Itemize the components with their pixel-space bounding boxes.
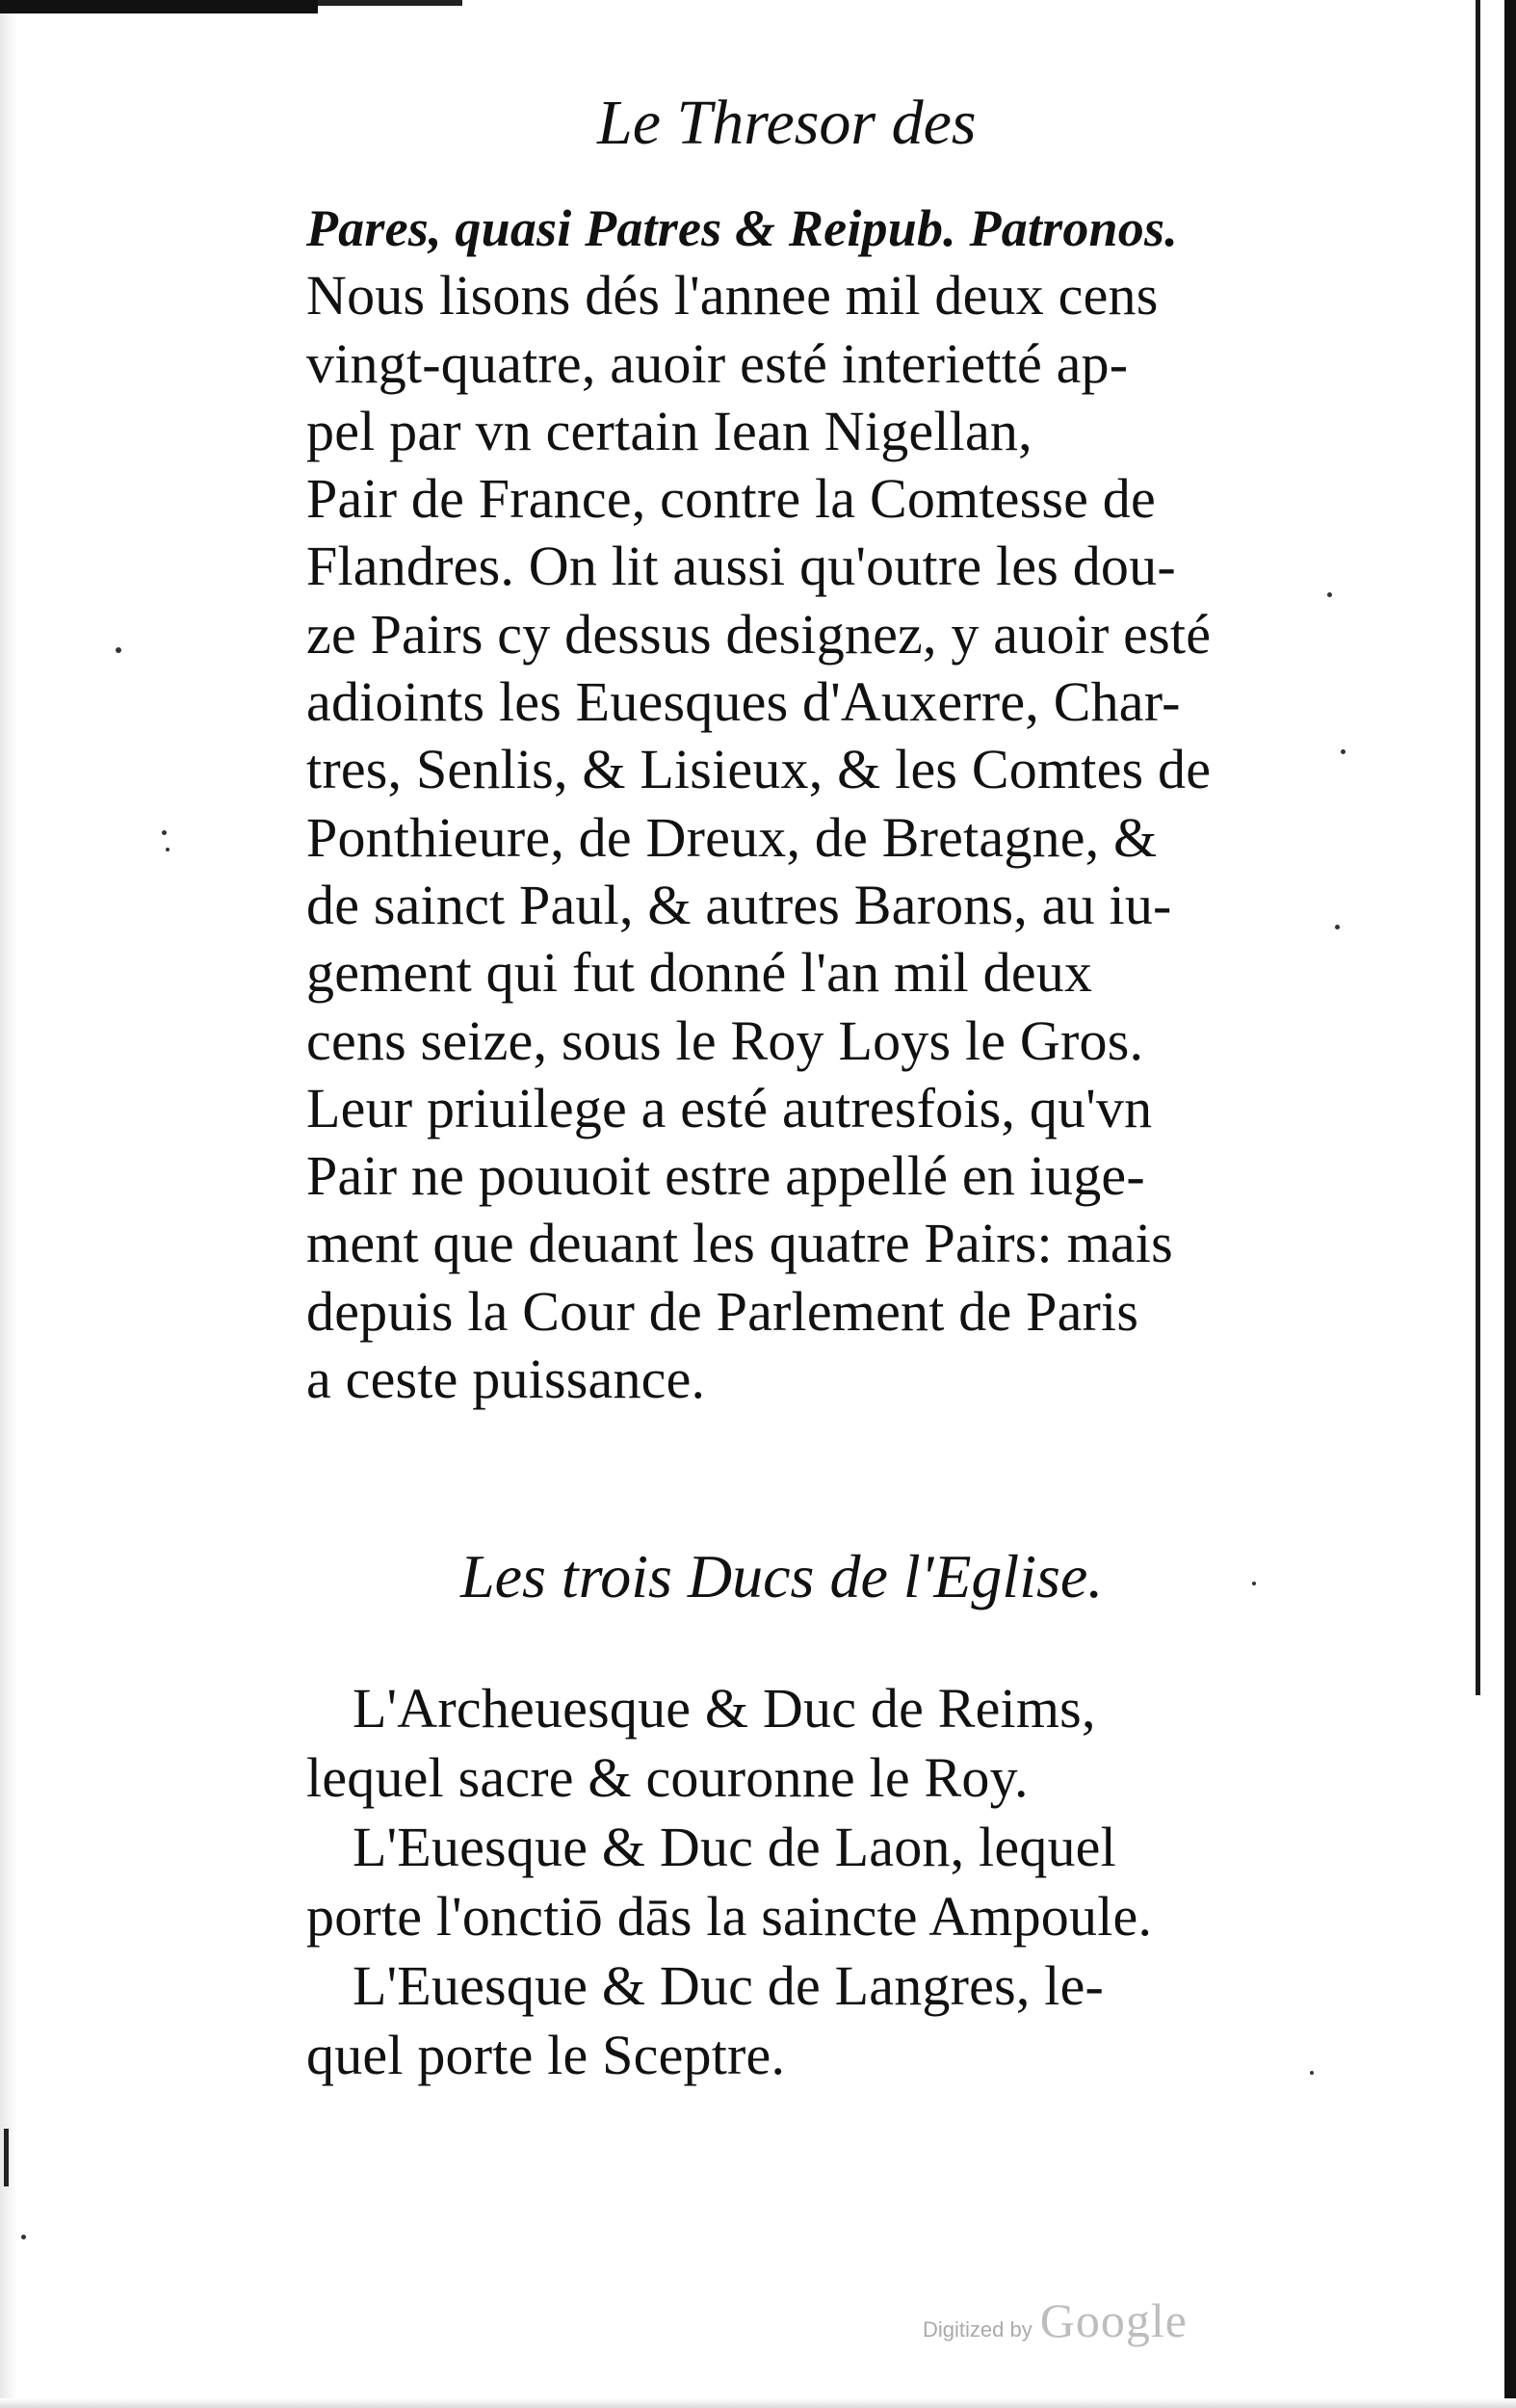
ink-speck — [21, 2235, 26, 2239]
text-line — [306, 330, 1308, 398]
text-line — [306, 601, 1308, 668]
text-line — [306, 262, 1308, 329]
text-segment: tres, Senlis, & Lisieux, & les Comtes de — [306, 738, 1212, 801]
italic-text-segment: Pares — [306, 199, 429, 257]
text-segment: cens seize, sous le Roy Loys le Gros. — [306, 1008, 1144, 1072]
text-segment: ze Pairs cy dessus designez, y auoir esté — [306, 602, 1212, 666]
section-line: porte l'onctiō dās la saincte Ampoule. — [306, 1885, 1153, 1948]
digitized-by-watermark — [923, 2292, 1250, 2350]
text-segment: Flandres. On lit aussi qu'outre les dou- — [306, 535, 1176, 598]
ink-speck — [1252, 1582, 1256, 1585]
text-segment: , quasi — [428, 199, 586, 257]
section-line: L'Euesque & Duc de Langres, le- — [353, 1954, 1105, 2017]
text-segment: Leur priuilege a esté autresfois, qu'vn — [306, 1076, 1153, 1139]
watermark-prefix: Digitized by — [923, 2317, 1032, 2342]
text-segment: de sainct Paul, & autres Barons, au iu- — [306, 873, 1172, 936]
scan-top-edge-mark-thin — [318, 0, 462, 6]
text-line — [306, 533, 1308, 600]
italic-text-segment: Patres & Reipub. Patronos. — [585, 199, 1178, 257]
text-segment: Pair ne pouuoit estre appellé en iuge- — [306, 1144, 1145, 1208]
section-entries — [306, 1674, 1308, 2090]
text-line — [306, 939, 1308, 1007]
section-line: lequel sacre & couronne le Roy. — [306, 1746, 1029, 1809]
text-line — [306, 1008, 1308, 1075]
text-segment: Nous lisons dés l'annee mil deux cens — [306, 264, 1159, 327]
section-line: L'Euesque & Duc de Laon, lequel — [353, 1816, 1116, 1878]
text-line — [306, 804, 1308, 872]
scan-bottom-edge-shadow — [0, 2398, 1516, 2408]
text-line — [306, 398, 1308, 465]
text-line — [306, 668, 1308, 736]
scan-left-edge-mark — [4, 2129, 9, 2186]
text-line — [306, 1210, 1308, 1277]
text-line — [306, 872, 1308, 939]
text-segment: gement qui fut donné l'an mil deux — [306, 941, 1093, 1005]
section-heading: Les trois Ducs de l'Eglise. — [460, 1542, 1104, 1610]
text-line — [306, 1278, 1308, 1346]
text-line — [306, 195, 1308, 262]
text-segment: depuis la Cour de Parlement de Paris — [306, 1279, 1139, 1343]
text-segment: vingt-quatre, auoir esté interietté ap- — [306, 331, 1129, 395]
text-segment: ment que deuant les quatre Pairs: mais — [306, 1212, 1173, 1275]
body-paragraph — [306, 195, 1308, 1413]
scan-right-edge-border — [1504, 0, 1516, 2408]
ink-speck — [1310, 2071, 1314, 2075]
ink-speck — [162, 830, 167, 835]
text-segment: pel par vn certain Iean Nigellan, — [306, 399, 1032, 462]
ink-speck — [1327, 592, 1332, 597]
text-segment: adioints les Euesques d'Auxerre, Char- — [306, 670, 1181, 734]
ink-speck — [1335, 925, 1340, 929]
google-logo: Google — [1039, 2293, 1188, 2347]
section-line: quel porte le Sceptre. — [306, 2024, 786, 2086]
ink-speck — [116, 647, 121, 653]
scan-right-edge-line — [1476, 0, 1480, 1695]
text-segment: Pair de France, contre la Comtesse de — [306, 467, 1156, 531]
scan-top-edge-mark — [0, 0, 318, 13]
text-line — [306, 465, 1308, 533]
text-line — [306, 1075, 1308, 1142]
text-line — [306, 736, 1308, 803]
text-line — [306, 1346, 1308, 1413]
ink-speck — [1341, 749, 1346, 754]
text-segment: a ceste puissance. — [306, 1348, 706, 1411]
section-line: L'Archeuesque & Duc de Reims, — [353, 1677, 1096, 1740]
text-line — [306, 1142, 1308, 1210]
text-segment: Ponthieure, de Dreux, de Bretagne, & — [306, 805, 1158, 869]
ink-speck — [166, 848, 170, 851]
scan-left-edge-shadow — [0, 0, 17, 2408]
running-head: Le Thresor des — [597, 88, 977, 158]
